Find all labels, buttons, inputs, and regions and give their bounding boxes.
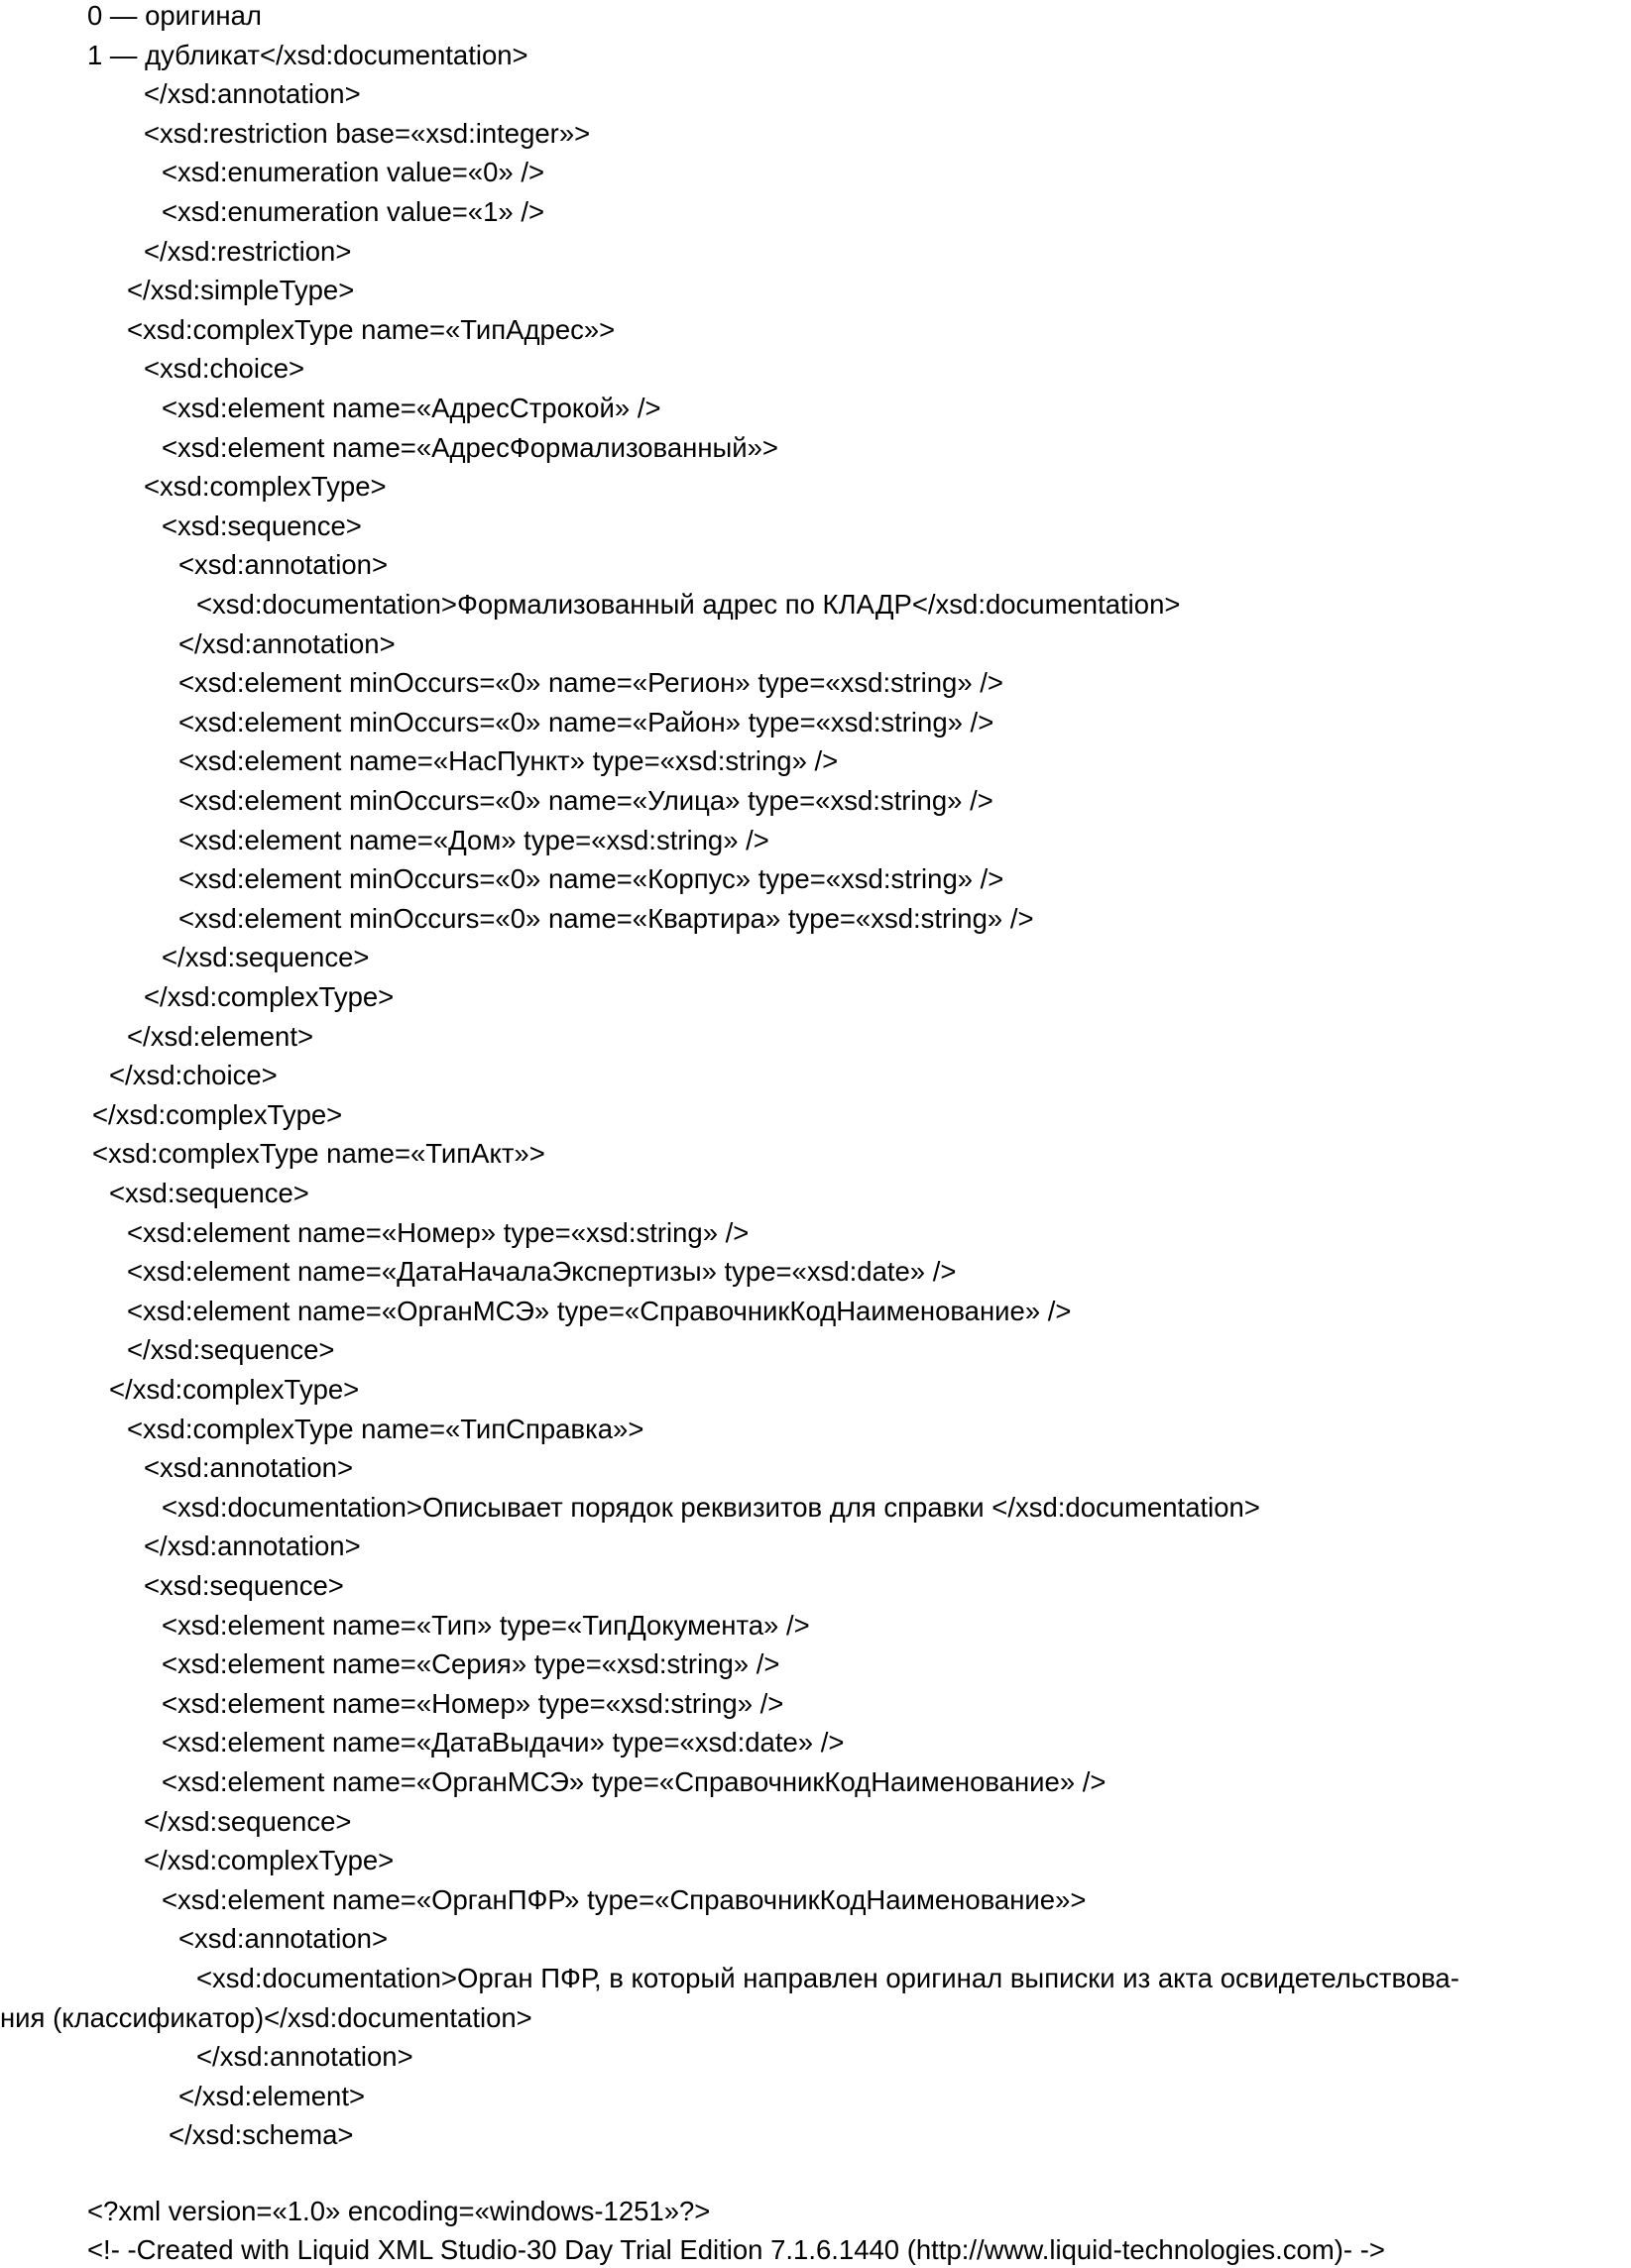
text-line: </xsd:element>	[178, 2080, 366, 2111]
text-line: </xsd:choice>	[109, 1060, 278, 1091]
text-line: </xsd:annotation>	[196, 2041, 413, 2073]
text-line: <xsd:element name=«Номер» type=«xsd:string» />	[162, 1687, 784, 1719]
text-line: <xsd:annotation>	[144, 1452, 354, 1484]
text-line: <xsd:complexType>	[144, 471, 387, 503]
text-line: <xsd:documentation>Орган ПФР, в который направлен оригинал выписки из акта освидетельствова-	[196, 1963, 1459, 1993]
text-line: <!- -Created with Liquid XML Studio-30 Day Trial Edition 7.1.6.1440 (http://www.liquid-technologies.com)- ->	[87, 2234, 1385, 2265]
text-line: <xsd:element name=«ДатаВыдачи» type=«xsd:date» />	[162, 1727, 845, 1758]
text-line: <xsd:documentation>Описывает порядок реквизитов для справки </xsd:documentation>	[162, 1491, 1260, 1523]
text-line: <xsd:element name=«ОрганМСЭ» type=«СправочникКодНаименование» />	[162, 1766, 1107, 1797]
text-line: <xsd:element name=«Тип» type=«ТипДокумента» />	[162, 1609, 810, 1641]
text-line: <xsd:element minOccurs=«0» name=«Регион» type=«xsd:string» />	[178, 667, 1003, 699]
text-line: <xsd:enumeration value=«0» />	[162, 157, 545, 188]
text-line: ния (классификатор)</xsd:documentation>	[0, 2001, 532, 2033]
text-line: <xsd:complexType name=«ТипАкт»>	[92, 1138, 545, 1170]
text-line: <xsd:annotation>	[178, 549, 389, 581]
text-line: <xsd:element name=«ОрганМСЭ» type=«СправочникКодНаименование» />	[127, 1295, 1072, 1326]
text-line: 1 — дубликат</xsd:documentation>	[87, 39, 528, 70]
text-line: </xsd:annotation>	[178, 627, 396, 659]
text-line: <xsd:element name=«НасПункт» type=«xsd:string» />	[178, 745, 839, 777]
text-line: <xsd:sequence>	[162, 510, 362, 541]
text-line: <xsd:restriction base=«xsd:integer»>	[144, 117, 591, 149]
text-line: </xsd:element>	[127, 1020, 314, 1052]
text-line: <xsd:element name=«Дом» type=«xsd:string» />	[178, 824, 769, 855]
text-line: <xsd:element name=«АдресФормализованный»>	[162, 431, 778, 463]
text-line: </xsd:complexType>	[144, 1845, 395, 1876]
text-line: </xsd:simpleType>	[127, 275, 355, 306]
text-line: <xsd:complexType name=«ТипАдрес»>	[127, 313, 616, 345]
text-line: </xsd:annotation>	[144, 1531, 361, 1562]
text-line: <xsd:complexType name=«ТипСправка»>	[127, 1413, 644, 1444]
text-line: </xsd:sequence>	[162, 942, 370, 973]
text-line: </xsd:complexType>	[144, 981, 395, 1012]
text-line: </xsd:restriction>	[144, 235, 352, 267]
text-line: <xsd:element name=«ДатаНачалаЭкспертизы» type=«xsd:date» />	[127, 1256, 957, 1288]
text-line: <xsd:sequence>	[144, 1570, 344, 1601]
text-line: <?xml version=«1.0» encoding=«windows-1251»?>	[87, 2196, 711, 2226]
text-line: <xsd:element name=«Номер» type=«xsd:string» />	[127, 1216, 750, 1248]
text-line: <xsd:element minOccurs=«0» name=«Район» type=«xsd:string» />	[178, 706, 994, 737]
text-line: <xsd:enumeration value=«1» />	[162, 196, 545, 227]
text-line: <xsd:element minOccurs=«0» name=«Корпус» type=«xsd:string» />	[178, 863, 1004, 895]
text-line: </xsd:sequence>	[127, 1334, 335, 1366]
text-line: <xsd:element name=«ОрганПФР» type=«СправочникКодНаименование»>	[162, 1883, 1087, 1915]
text-line: <xsd:sequence>	[109, 1178, 309, 1208]
text-line: </xsd:complexType>	[92, 1098, 343, 1130]
text-line: 0 — оригинал	[87, 0, 262, 31]
text-line: <xsd:element name=«Серия» type=«xsd:string» />	[162, 1648, 780, 1680]
text-line: </xsd:sequence>	[144, 1805, 352, 1837]
text-line: <xsd:documentation>Формализованный адрес по КЛАДР</xsd:documentation>	[196, 589, 1181, 620]
text-line: </xsd:schema>	[169, 2119, 354, 2151]
text-line: </xsd:complexType>	[109, 1374, 360, 1405]
text-line: </xsd:annotation>	[144, 78, 361, 110]
text-line: <xsd:annotation>	[178, 1923, 389, 1955]
text-line: <xsd:element minOccurs=«0» name=«Улица» type=«xsd:string» />	[178, 785, 993, 816]
text-line: <xsd:element minOccurs=«0» name=«Квартира» type=«xsd:string» />	[178, 902, 1034, 934]
text-line: <xsd:element name=«АдресСтрокой» />	[162, 393, 661, 423]
text-line: <xsd:choice>	[144, 353, 305, 385]
